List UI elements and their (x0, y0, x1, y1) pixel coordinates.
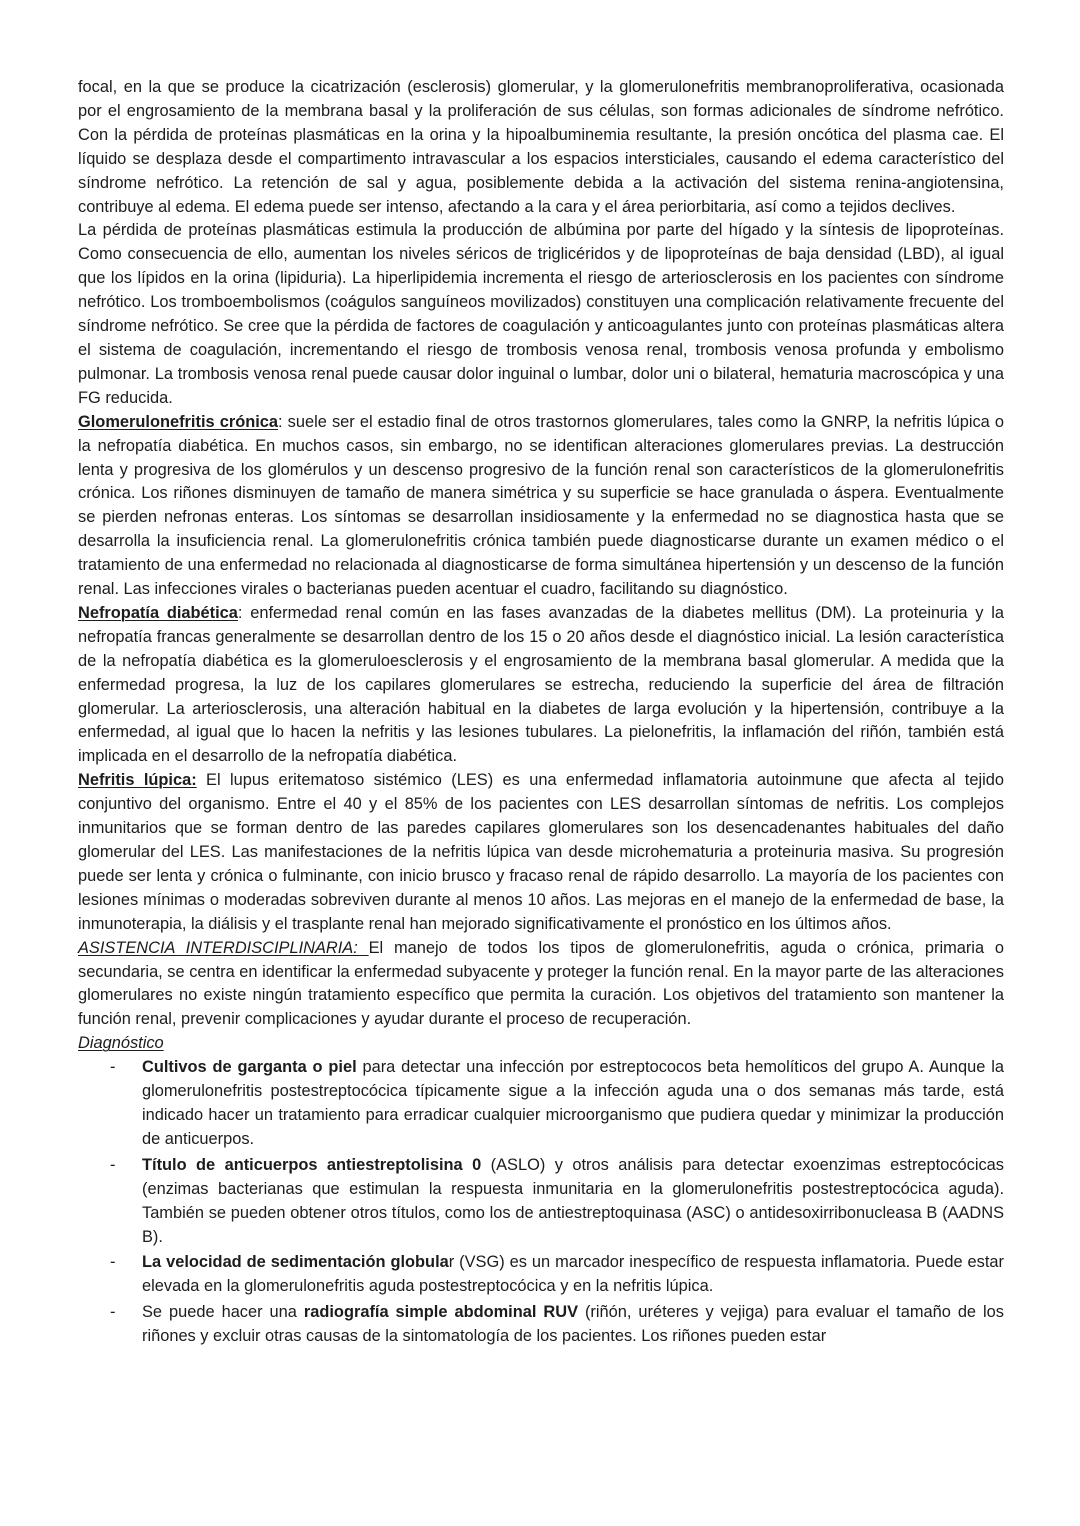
section-asistencia-interdisciplinaria (78, 937, 1004, 1033)
list-item-bold: Cultivos de garganta o piel (142, 1058, 357, 1077)
list-item-text: r (VSG) es un marcador inespecífico de respuesta inflamatoria. Puede estar elevada en la glomerulonefritis aguda postestreptocócica y en la nefritis lúpica. (142, 1253, 1004, 1296)
document-page (78, 76, 1004, 1351)
list-item-text: (ASLO) y otros análisis para detectar exoenzimas estreptocócicas (enzimas bacterianas que estimulan la respuesta inmunitaria en la glomerulonefritis postestreptocócica aguda). También se pueden obtener otros títulos, como los de antiestreptoquinasa (ASC) o antidesoxirribonucleasa B (AADNS B). (142, 1155, 1004, 1246)
dash-bullet: - (110, 1303, 116, 1322)
list-item-pre: Se puede hacer una (142, 1303, 304, 1322)
heading-asistencia-interdisciplinaria: ASISTENCIA INTERDISCIPLINARIA: (78, 938, 369, 957)
heading-nefropatia-diabetica: Nefropatía diabética (78, 603, 238, 622)
list-item-bold: Título de anticuerpos antiestreptolisina 0 (142, 1155, 482, 1174)
diagnostico-list (78, 1056, 1004, 1349)
dash-bullet: - (110, 1058, 116, 1077)
list-item-text: (riñón, uréteres y vejiga) para evaluar el tamaño de los riñones y excluir otras causas de la sintomatología de los pacientes. Los riñones pueden estar (142, 1303, 1004, 1346)
paragraph-lipoproteinas: La pérdida de proteínas plasmáticas estimula la producción de albúmina por parte del hígado y la síntesis de lipoproteínas. Como consecuencia de ello, aumentan los niveles séricos de triglicéridos y de lipoproteínas de baja densidad (LBD), al igual que los lípidos en la orina (lipiduria). La hiperlipidemia incrementa el riesgo de arteriosclerosis en los pacientes con síndrome nefrótico. Los tromboembolismos (coágulos sanguíneos movilizados) constituyen una complicación relativamente frecuente del síndrome nefrótico. Se cree que la pérdida de factores de coagulación y anticoagulantes junto con proteínas plasmáticas altera el sistema de coagulación, incrementando el riesgo de trombosis venosa renal, trombosis venosa profunda y embolismo pulmonar. La trombosis venosa renal puede causar dolor inguinal o lumbar, dolor uni o bilateral, hematuria macroscópica y una FG reducida. (78, 221, 1004, 407)
section-nefritis-lupica (78, 769, 1004, 936)
list-item (78, 1056, 1004, 1152)
section-nefropatia-diabetica (78, 602, 1004, 769)
heading-diagnostico-row (78, 1032, 1004, 1056)
heading-glomerulonefritis-cronica: Glomerulonefritis crónica (78, 412, 279, 431)
text-nefropatia-diabetica: : enfermedad renal común en las fases avanzadas de la diabetes mellitus (DM). La proteinuria y la nefropatía francas generalmente se desarrollan dentro de los 15 o 20 años desde el diagnóstico inicial. La lesión característica de la nefropatía diabética es la glomeruloesclerosis y el engrosamiento de la membrana basal glomerular. A medida que la enfermedad progresa, la luz de los capilares glomerulares se estrecha, reduciendo la superficie del área de filtración glomerular. La arteriosclerosis, una alteración habitual en la diabetes de larga evolución y la hipertensión, contribuye a la enfermedad, al igual que lo hacen la nefritis y las lesiones tubulares. La pielonefritis, la inflamación del riñón, también está implicada en el desarrollo de la nefropatía diabética. (78, 603, 1004, 766)
dash-bullet: - (110, 1253, 116, 1272)
heading-nefritis-lupica: Nefritis lúpica: (78, 771, 197, 790)
list-item (78, 1154, 1004, 1250)
heading-diagnostico: Diagnóstico (78, 1034, 164, 1053)
text-nefritis-lupica: El lupus eritematoso sistémico (LES) es una enfermedad inflamatoria autoinmune que afecta al tejido conjuntivo del organismo. Entre el 40 y el 85% de los pacientes con LES desarrollan síntomas de nefritis. Los complejos inmunitarios que se forman dentro de las paredes capilares glomerulares son los desencadenantes habituales del daño glomerular del LES. Las manifestaciones de la nefritis lúpica van desde microhematuria a proteinuria masiva. Su progresión puede ser lenta y crónica o fulminante, con inicio brusco y fracaso renal de rápido desarrollo. La mayoría de los pacientes con lesiones mínimas o moderadas sobreviven durante al menos 10 años. Las mejoras en el manejo de la enfermedad de base, la inmunoterapia, la diálisis y el trasplante renal han mejorado significativamente el pronóstico en los últimos años. (78, 771, 1004, 933)
text-glomerulonefritis-cronica: : suele ser el estadio final de otros trastornos glomerulares, tales como la GNRP, la nefritis lúpica o la nefropatía diabética. En muchos casos, sin embargo, no se identifican alteraciones glomerulares previas. La destrucción lenta y progresiva de los glomérulos y un descenso progresivo de la función renal son característicos de la glomerulonefritis crónica. Los riñones disminuyen de tamaño de manera simétrica y su superficie se hace granulada o áspera. Eventualmente se pierden nefronas enteras. Los síntomas se desarrollan insidiosamente y la enfermedad no se diagnostica hasta que se desarrolla la insuficiencia renal. La glomerulonefritis crónica también puede diagnosticarse durante un examen médico o el tratamiento de una enfermedad no relacionada al diagnosticarse de forma simultánea hipertensión y un descenso de la función renal. Las infecciones virales o bacterianas pueden acentuar el cuadro, facilitando su diagnóstico. (78, 412, 1004, 599)
list-item (78, 1301, 1004, 1349)
list-item (78, 1251, 1004, 1299)
list-item-bold: radiografía simple abdominal RUV (303, 1303, 578, 1322)
list-item-bold: La velocidad de sedimentación globula (142, 1253, 449, 1272)
section-glomerulonefritis-cronica (78, 411, 1004, 602)
list-item-text: para detectar una infección por estreptococos beta hemolíticos del grupo A. Aunque la glomerulonefritis postestreptocócica típicamente sigue a la infección aguda una o dos semanas más tarde, está indicado hacer un tratamiento para erradicar cualquier microorganismo que pudiera quedar y minimizar la producción de anticuerpos. (142, 1058, 1004, 1148)
text-asistencia-interdisciplinaria: El manejo de todos los tipos de glomerulonefritis, aguda o crónica, primaria o secundaria, se centra en identificar la enfermedad subyacente y proteger la función renal. En la mayor parte de las alteraciones glomerulares no existe ningún tratamiento específico que permita la curación. Los objetivos del tratamiento son mantener la función renal, prevenir complicaciones y ayudar durante el proceso de recuperación. (78, 938, 1004, 1029)
paragraph-sindrome-nefrotico: focal, en la que se produce la cicatrización (esclerosis) glomerular, y la glomerulonefritis membranoproliferativa, ocasionada por el engrosamiento de la membrana basal y la proliferación de sus células, son formas adicionales de síndrome nefrótico. Con la pérdida de proteínas plasmáticas en la orina y la hipoalbuminemia resultante, la presión oncótica del plasma cae. El líquido se desplaza desde el compartimento intravascular a los espacios intersticiales, causando el edema característico del síndrome nefrótico. La retención de sal y agua, posiblemente debida a la activación del sistema renina-angiotensina, contribuye al edema. El edema puede ser intenso, afectando a la cara y el área periorbitaria, así como a tejidos declives. (78, 78, 1004, 216)
dash-bullet: - (110, 1155, 116, 1174)
